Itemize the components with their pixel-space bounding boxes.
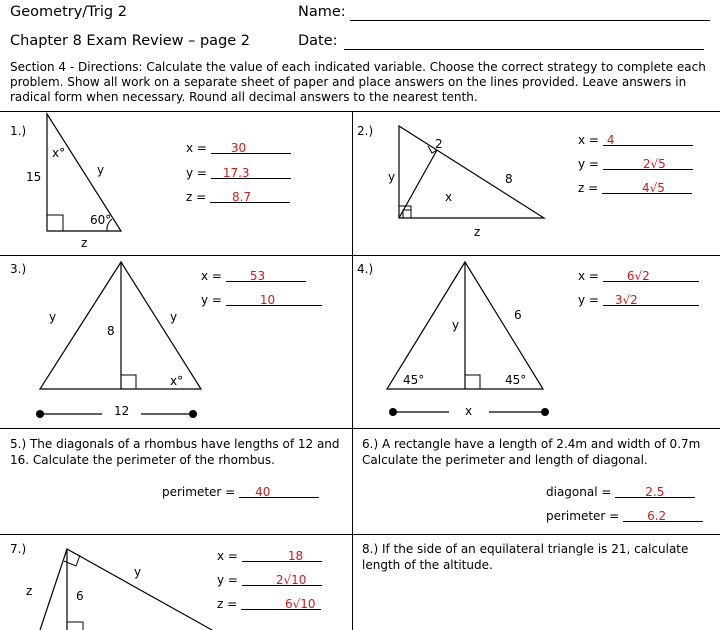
p3-base-label: 12 — [114, 404, 130, 418]
problem-number: 4.) — [357, 262, 374, 276]
problem-number: 2.) — [357, 124, 374, 138]
section-directions: Section 4 - Directions: Calculate the value of each indicated variable. Choose the correct strategy to complete each problem. Show all work on a separate sheet of paper and place answers on the lines provided. Leave answers in radical form when necessary. Round all decimal answers to the nearest tenth. — [10, 60, 706, 104]
p1-hyp-label: y — [97, 163, 105, 177]
p5-answer-perimeter: perimeter = 40 — [162, 485, 319, 499]
p3-answer-y: y = 10 — [201, 293, 322, 307]
p1-base-label: z — [81, 236, 88, 250]
p4-side-label: 6 — [514, 308, 522, 322]
p7-hyp-label: y — [134, 565, 142, 579]
p2-right-label: 8 — [505, 172, 513, 186]
p7-answer-y: y = 2√10 — [217, 573, 322, 587]
p2-top-label: 2 — [435, 137, 443, 151]
p4-left-angle: 45° — [403, 373, 425, 387]
p6-answer-perimeter: perimeter = 6.2 — [546, 509, 703, 523]
p3-height-label: 8 — [107, 324, 115, 338]
p2-answer-x: x = 4 — [578, 133, 693, 147]
p1-answer-x: x = 30 — [186, 141, 291, 155]
p4-base-label: x — [465, 404, 473, 418]
p3-right-label: y — [170, 310, 178, 324]
p2-answer-y: y = 2√5 — [578, 157, 693, 171]
p4-answer-x: x = 6√2 — [578, 269, 699, 283]
p1-side-label: 15 — [26, 170, 42, 184]
p1-answer-z: z = 8.7 — [186, 190, 290, 204]
date-label: Date: — [298, 33, 338, 49]
p4-alt-label: y — [452, 318, 460, 332]
p1-answer-y: y = 17.3 — [186, 166, 291, 180]
p2-bottom-label: z — [474, 225, 481, 239]
p3-answer-x: x = 53 — [201, 269, 306, 283]
problem-number: 3.) — [10, 262, 27, 276]
p3-left-label: y — [49, 310, 57, 324]
p1-angle60-label: 60° — [90, 213, 112, 227]
p4-right-angle: 45° — [505, 373, 527, 387]
p2-left-label: y — [388, 170, 396, 184]
p7-answer-z: z = 6√10 — [217, 597, 321, 611]
problem5-text: 5.) The diagonals of a rhombus have lengths of 12 and 16. Calculate the perimeter of the rhombus. — [10, 437, 340, 467]
p7-answer-x: x = 18 — [217, 549, 322, 563]
problem-number: 1.) — [10, 124, 27, 138]
problem6-text: 6.) A rectangle have a length of 2.4m and width of 0.7m Calculate the perimeter and length of diagonal. — [362, 437, 701, 467]
chapter-title: Chapter 8 Exam Review – page 2 — [10, 33, 251, 49]
p7-alt-label: 6 — [76, 589, 84, 603]
course-title: Geometry/Trig 2 — [10, 4, 127, 20]
p1-angle-label: x° — [52, 146, 66, 160]
p2-mid-label: x — [445, 190, 453, 204]
p4-answer-y: y = 3√2 — [578, 293, 699, 307]
p2-answer-z: z = 4√5 — [578, 181, 692, 195]
problem-number: 7.) — [10, 542, 27, 556]
problem8-text: 8.) If the side of an equilateral triangle is 21, calculate length of the altitude. — [362, 542, 689, 572]
name-label: Name: — [298, 4, 346, 20]
p7-left-label: z — [26, 584, 33, 598]
p3-angle-label: x° — [170, 374, 184, 388]
p6-answer-diagonal: diagonal = 2.5 — [546, 485, 695, 499]
